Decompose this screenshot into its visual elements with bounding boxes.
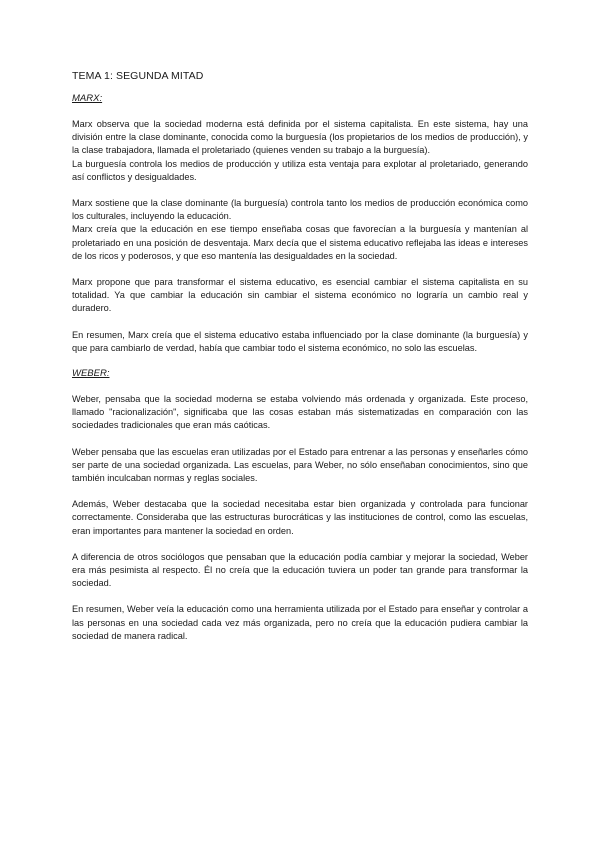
paragraph-marx-5: Marx propone que para transformar el sistema educativo, es esencial cambiar el sistema capitalista en su totalidad. Ya que cambiar la educación sin cambiar el sistema económico no lograría un cambio real y duradero. xyxy=(72,277,528,314)
paragraph-weber-2: Weber pensaba que las escuelas eran utilizadas por el Estado para entrenar a las personas y enseñarles cómo ser parte de una sociedad organizada. Las escuelas, para Weber, no sólo enseñaban conocimientos, sino que también inculcaban normas y reglas sociales. xyxy=(72,446,528,484)
document-page xyxy=(72,70,528,643)
paragraph-marx-6: En resumen, Marx creía que el sistema educativo estaba influenciado por la clase dominante (la burguesía) y que para cambiarlo de verdad, había que cambiar todo el sistema económico, no solo las escuelas. xyxy=(72,329,528,353)
section-heading-marx: MARX: xyxy=(72,93,103,104)
paragraph-marx-2: La burguesía controla los medios de producción y utiliza esta ventaja para explotar al proletariado, generando así conflictos y desigualdades. xyxy=(72,158,528,182)
paragraph-weber-5: En resumen, Weber veía la educación como una herramienta utilizada por el Estado para enseñar y controlar a las personas en una sociedad cada vez más organizada, pero no creía que la educación pudiera cambiar la sociedad de manera radical. xyxy=(72,604,528,641)
paragraph-weber-4: A diferencia de otros sociólogos que pensaban que la educación podía cambiar y mejorar la sociedad, Weber era más pesimista al respecto. Él no creía que la educación tuviera un poder tan grande para transformar la sociedad. xyxy=(72,551,528,589)
document-title: TEMA 1: SEGUNDA MITAD xyxy=(72,70,204,82)
paragraph-marx-1: Marx observa que la sociedad moderna está definida por el sistema capitalista. En este sistema, hay una división entre la clase dominante, conocida como la burguesía (los propietarios de los medios de producción), y la clase trabajadora, llamada el proletariado (quienes venden su trabajo a la burguesía). xyxy=(72,119,528,156)
paragraph-marx-4: Marx creía que la educación en ese tiempo enseñaba cosas que favorecían a la burguesía y mantenían al proletariado en una posición de desventaja. Marx decía que el sistema educativo reflejaba las ideas e intereses de los ricos y poderosos, y que eso mantenía las desigualdades en la sociedad. xyxy=(72,224,528,261)
paragraph-weber-1: Weber, pensaba que la sociedad moderna se estaba volviendo más ordenada y organizada. Este proceso, llamado "racionalización", significaba que las cosas estaban más sistematizadas en comparación con las sociedades tradicionales que eran más caóticas. xyxy=(72,394,528,431)
section-heading-weber: WEBER: xyxy=(72,368,110,380)
paragraph-marx-3: Marx sostiene que la clase dominante (la burguesía) controla tanto los medios de producción económica como los culturales, incluyendo la educación. xyxy=(72,198,528,222)
paragraph-weber-3: Además, Weber destacaba que la sociedad necesitaba estar bien organizada y controlada para funcionar correctamente. Consideraba que las estructuras burocráticas y las instituciones de control, como las escuelas, eran importantes para mantener la sociedad en orden. xyxy=(72,499,528,536)
